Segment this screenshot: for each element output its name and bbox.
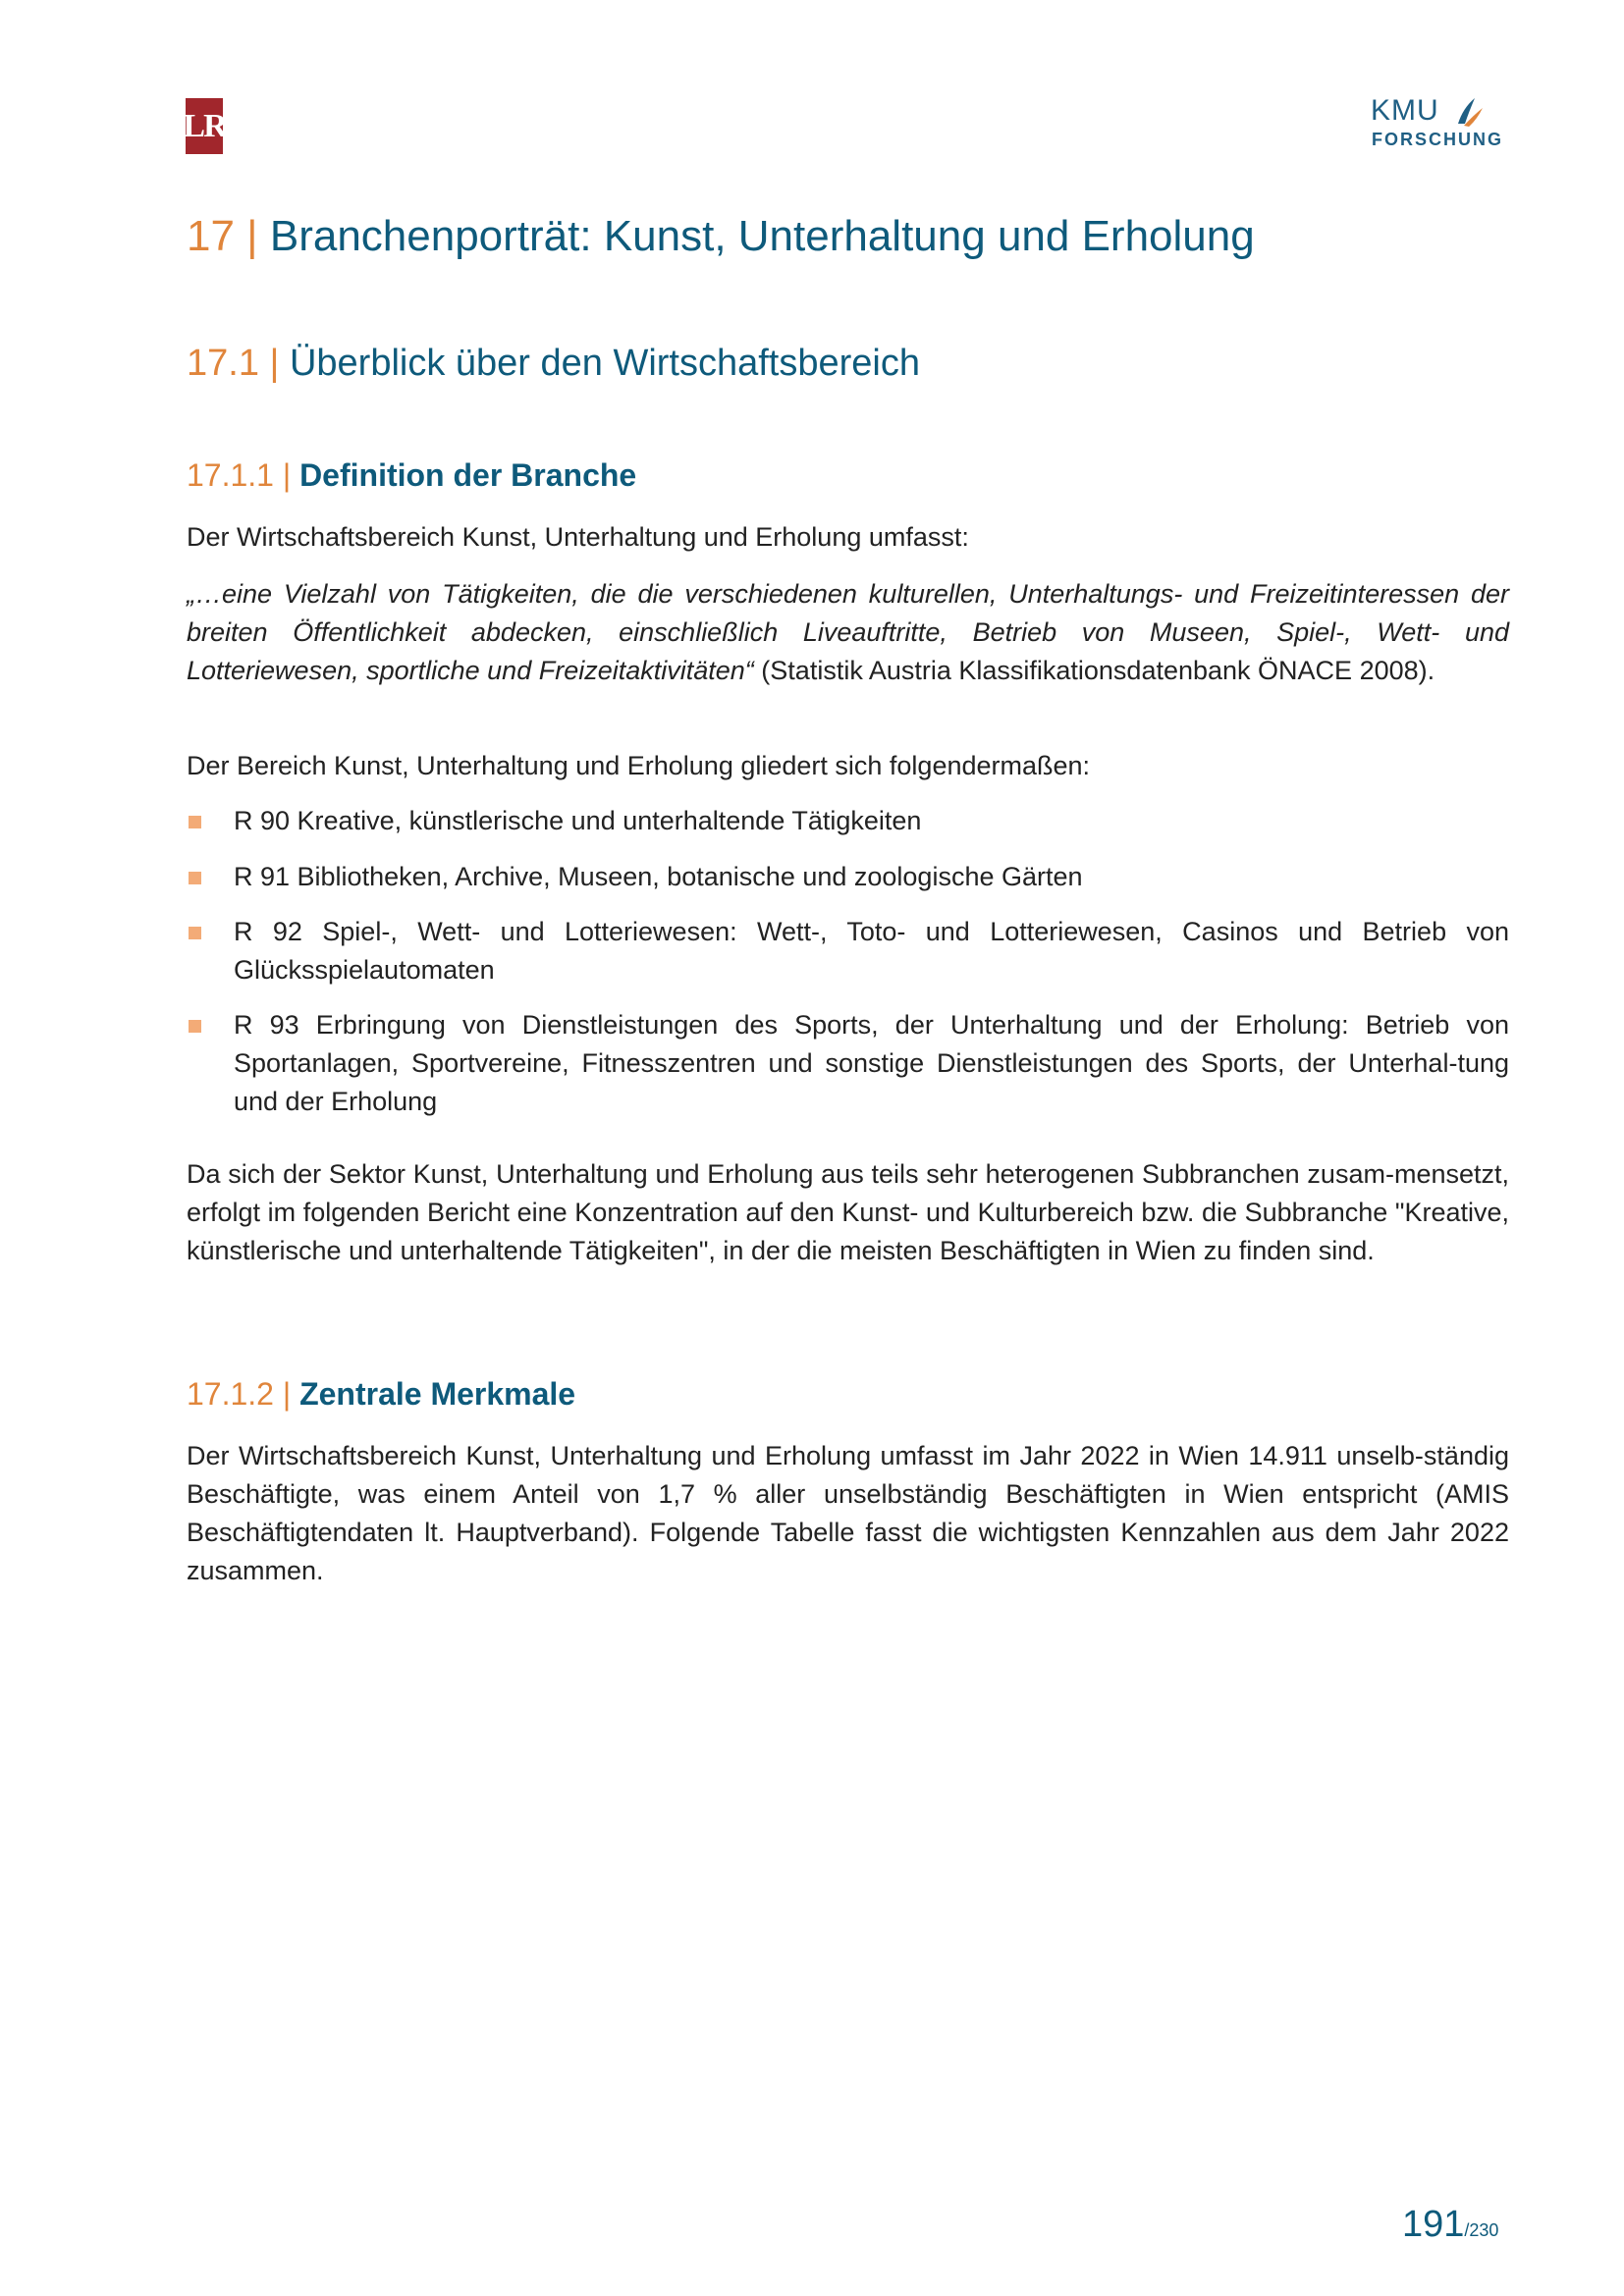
quote-text: „…eine Vielzahl von Tätigkeiten, die die verschiedenen kulturellen, Unterhaltungs- und Freizeitinteressen der breiten Öffentlichkeit abdecken, einschließlich Liveauftritte, Betrieb von Museen, Spiel-, Wett- und Lotteriewesen, sportliche und Freizeitaktivitäten“ <box>187 579 1509 685</box>
kmu-logo-bottom: FORSCHUNG <box>1372 130 1503 149</box>
paragraph-quote <box>187 575 1509 690</box>
subsection-heading-features <box>187 1376 575 1413</box>
paragraph-intro: Der Wirtschaftsbereich Kunst, Unterhaltung und Erholung umfasst: <box>187 522 969 552</box>
bullet-square-icon <box>189 816 201 828</box>
page-current: 191 <box>1402 2204 1465 2245</box>
kmu-logo-top: KMU <box>1371 94 1439 127</box>
section-title: Überblick über den Wirtschaftsbereich <box>289 343 921 384</box>
subsection-title: Definition der Branche <box>299 457 637 493</box>
chapter-title: Branchenporträt: Kunst, Unterhaltung und Erholung <box>269 212 1255 260</box>
list-item <box>187 913 1509 989</box>
paragraph-structure: Der Bereich Kunst, Unterhaltung und Erholung gliedert sich folgendermaßen: <box>187 751 1091 780</box>
lr-logo <box>183 98 240 154</box>
lr-logo-side <box>226 98 240 154</box>
list-item-text: R 93 Erbringung von Dienstleistungen des Sports, der Unterhaltung und der Erholung: Betrieb von Sportanlagen, Sportvereine, Fitnesszentren und sonstige Dienstleistungen des Sports, der Unterhal-tung und der Erholung <box>234 1010 1509 1116</box>
paragraph-key-figures: Der Wirtschaftsbereich Kunst, Unterhaltung und Erholung umfasst im Jahr 2022 in Wien 14.911 unselb-ständig Beschäftigte, was einem Anteil von 1,7 % aller unselbständig Beschäftigten in Wien entspricht (AMIS Beschäftigtendaten lt. Hauptverband). Folgende Tabelle fasst die wichtigsten Kennzahlen aus dem Jahr 2022 zusammen. <box>187 1441 1509 1585</box>
section-heading <box>187 343 920 385</box>
page-total: /230 <box>1464 2220 1499 2240</box>
chapter-number: 17 | <box>187 212 258 260</box>
bullet-square-icon <box>189 872 201 884</box>
chapter-heading <box>187 212 1255 261</box>
page-number <box>1402 2204 1498 2246</box>
paragraph-focus: Da sich der Sektor Kunst, Unterhaltung und Erholung aus teils sehr heterogenen Subbranchen zusam-mensetzt, erfolgt im folgenden Bericht eine Konzentration auf den Kunst- und Kulturbereich bzw. die Subbranche "Kreative, künstlerische und unterhaltende Tätigkeiten", in der die meisten Beschäftigten in Wien zu finden sind. <box>187 1159 1509 1265</box>
kmu-forschung-logo <box>1371 94 1503 153</box>
subsection-title: Zentrale Merkmale <box>299 1376 576 1412</box>
list-item-text: R 91 Bibliotheken, Archive, Museen, botanische und zoologische Gärten <box>234 862 1083 891</box>
list-item <box>187 802 1509 840</box>
list-item-text: R 90 Kreative, künstlerische und unterhaltende Tätigkeiten <box>234 806 922 835</box>
lr-logo-mark: LR <box>186 98 223 154</box>
subsection-number: 17.1.1 | <box>187 457 292 493</box>
bullet-square-icon <box>189 927 201 939</box>
subsection-heading-definition <box>187 457 636 494</box>
section-number: 17.1 | <box>187 343 280 384</box>
list-item <box>187 1006 1509 1121</box>
bullet-square-icon <box>189 1020 201 1033</box>
list-item-text: R 92 Spiel-, Wett- und Lotteriewesen: Wett-, Toto- und Lotteriewesen, Casinos und Betrieb von Glücksspielautomaten <box>234 917 1509 985</box>
list-item <box>187 858 1509 896</box>
kmu-bird-icon <box>1455 94 1485 128</box>
quote-source: (Statistik Austria Klassifikationsdatenbank ÖNACE 2008). <box>753 656 1435 685</box>
subsection-number: 17.1.2 | <box>187 1376 292 1412</box>
